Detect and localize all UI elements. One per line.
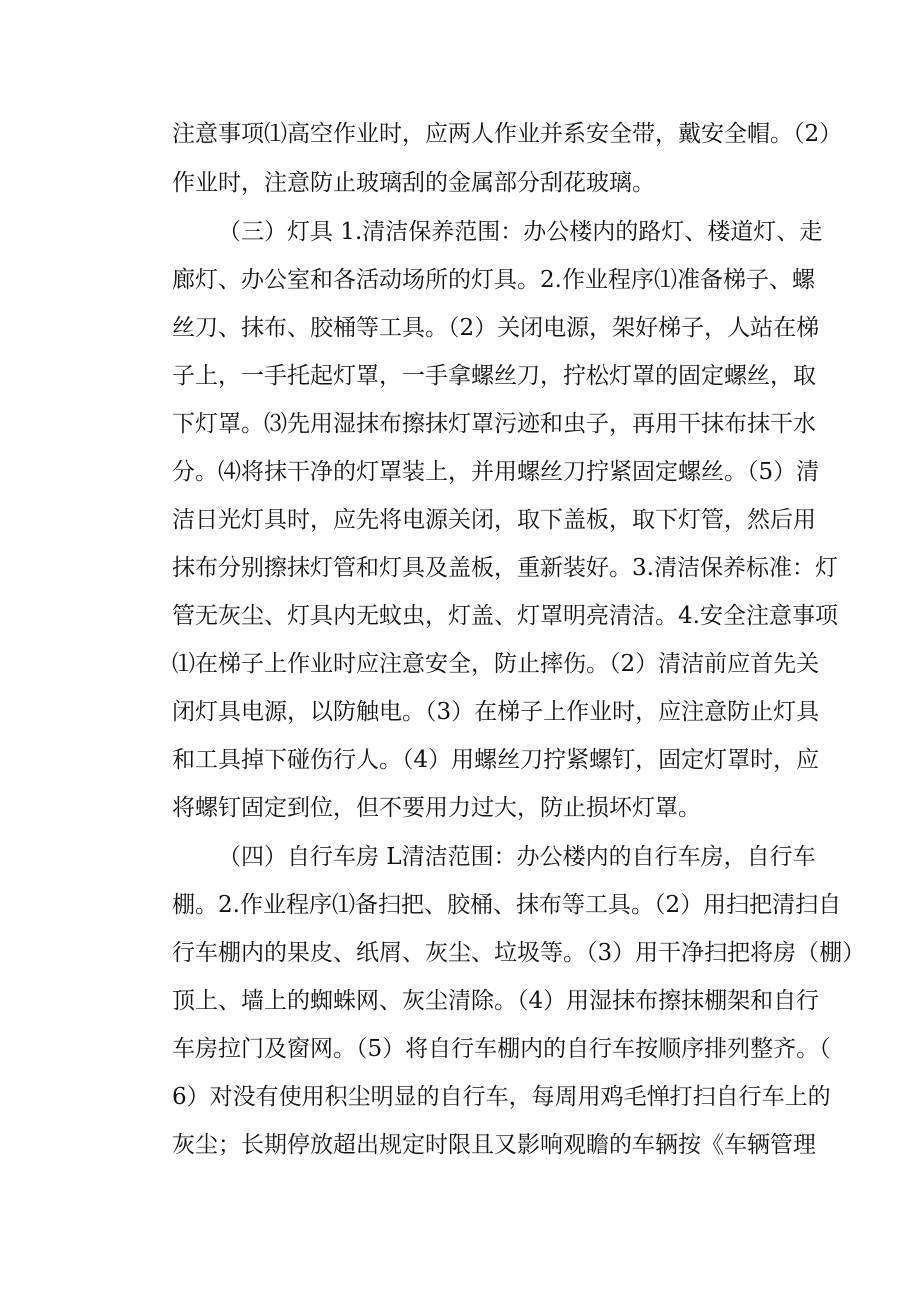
text-line: 行车棚内的果皮、纸屑、灰尘、垃圾等。（3）用干净扫把将房（棚）: [172, 940, 866, 966]
section-heading-line: （四）自行车房 L清洁范围：办公楼内的自行车房，自行车: [218, 844, 816, 870]
text-line: 管无灰尘、灯具内无蚊虫，灯盖、灯罩明亮清洁。4.安全注意事项: [172, 603, 838, 629]
text-line: 灰尘；长期停放超出规定时限且又影响观瞻的车辆按《车辆管理: [172, 1132, 816, 1158]
text-line: 分。⑷将抹干净的灯罩装上，并用螺丝刀拧紧固定螺丝。（5）清: [172, 459, 820, 485]
text-line: 抹布分别擦抹灯管和灯具及盖板，重新装好。3.清洁保养标准：灯: [172, 555, 838, 581]
text-line: 棚。2.作业程序⑴备扫把、胶桶、抹布等工具。（2）用扫把清扫自: [172, 892, 842, 918]
text-line: 将螺钉固定到位，但不要用力过大，防止损坏灯罩。: [172, 795, 701, 821]
text-line: 和工具掉下碰伤行人。（4）用螺丝刀拧紧螺钉，固定灯罩时，应: [172, 747, 820, 773]
text-line: 洁日光灯具时，应先将电源关闭，取下盖板，取下灯管，然后用: [172, 507, 816, 533]
text-line: 车房拉门及窗网。（5）将自行车棚内的自行车按顺序排列整齐。（: [172, 1036, 831, 1062]
section-heading-line: （三）灯具 1.清洁保养范围：办公楼内的路灯、楼道灯、走: [218, 219, 823, 245]
text-line: 6）对没有使用积尘明显的自行车，每周用鸡毛惮打扫自行车上的: [172, 1084, 831, 1110]
text-line: ⑴在梯子上作业时应注意安全，防止摔伤。（2）清洁前应首先关: [172, 651, 820, 677]
text-line: 丝刀、抹布、胶桶等工具。（2）关闭电源，架好梯子，人站在梯: [172, 315, 820, 341]
text-line: 下灯罩。⑶先用湿抹布擦抹灯罩污迹和虫子，再用干抹布抹干水: [172, 411, 816, 437]
text-line: 闭灯具电源，以防触电。（3）在梯子上作业时，应注意防止灯具: [172, 699, 820, 725]
text-line: 子上，一手托起灯罩，一手拿螺丝刀，拧松灯罩的固定螺丝，取: [172, 363, 816, 389]
text-line: 作业时，注意防止玻璃刮的金属部分刮花玻璃。: [172, 170, 655, 196]
text-line: 顶上、墙上的蜘蛛网、灰尘清除。（4）用湿抹布擦抹棚架和自行: [172, 988, 820, 1014]
text-line: 注意事项⑴高空作业时，应两人作业并系安全带，戴安全帽。（2）: [172, 121, 843, 147]
text-line: 廊灯、办公室和各活动场所的灯具。2.作业程序⑴准备梯子、螺: [172, 267, 815, 293]
